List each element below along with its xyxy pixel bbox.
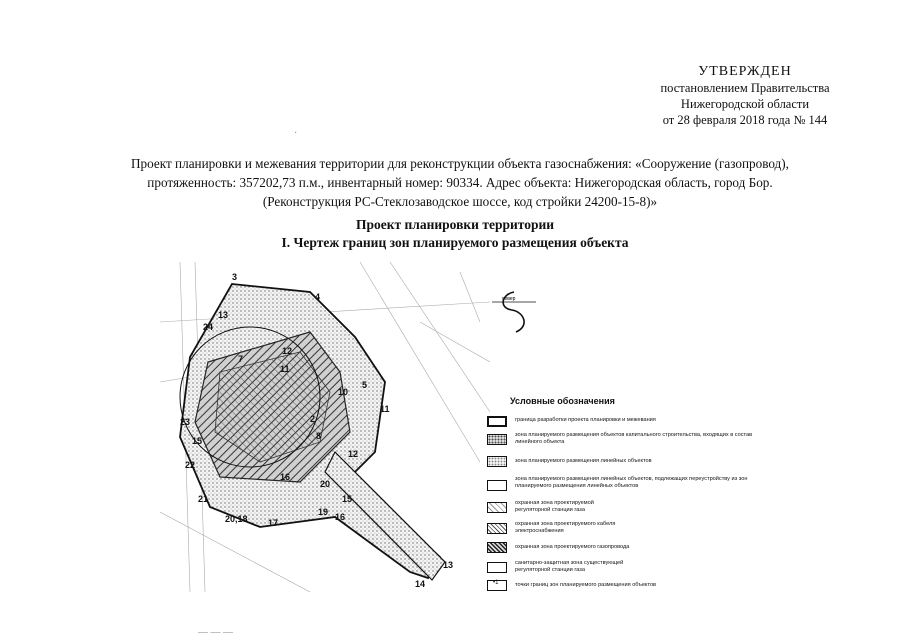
point-label: 12 [348, 449, 359, 459]
approval-block [640, 64, 850, 128]
north-arrow-icon [486, 288, 546, 336]
legend-swatch-boundary-thin [487, 562, 507, 573]
north-label: север [502, 296, 516, 302]
point-label: 2 [310, 414, 316, 424]
legend-item [485, 414, 755, 434]
legend-label: зона планируемого размещения объектов капитального строительства, входящих в состав линейного объекта [515, 432, 753, 445]
point-label: 4 [315, 292, 321, 302]
point-label: 11 [280, 364, 290, 374]
project-title-line-1: Проект планировки и межевания территории для реконструкции объекта газоснабжения: «Сооружение (газопровод), [131, 156, 789, 171]
point-label: 22 [185, 460, 196, 470]
approval-line-1: постановлением Правительства [660, 81, 830, 95]
point-label: 5 [362, 380, 368, 390]
scan-mark: · [294, 128, 298, 139]
point-label: 7 [238, 354, 244, 364]
point-label: 14 [415, 579, 426, 589]
point-label: 15 [192, 436, 203, 446]
legend-label: охранная зона проектируемого кабеля электроснабжения [515, 521, 616, 534]
point-label: 23 [180, 417, 191, 427]
legend-swatch-boundary [487, 416, 507, 427]
point-label: 21 [198, 494, 209, 504]
point-label: 16 [335, 512, 346, 522]
legend-item [485, 476, 755, 496]
point-label: 19 [318, 507, 329, 517]
legend-swatch-hatch-medium [487, 523, 507, 534]
project-title [70, 154, 850, 211]
point-label: 20 [320, 479, 331, 489]
legend-item [485, 540, 755, 560]
legend-swatch-empty [487, 480, 507, 491]
scan-mark: — — — [198, 627, 233, 638]
section-heading: Проект планировки территории [355, 217, 555, 232]
legend-item [485, 454, 755, 474]
territory-map [160, 262, 490, 592]
legend-swatch-hatch-dense [487, 542, 507, 553]
legend-label: граница разработки проекта планировки и межевания [515, 417, 656, 423]
point-label: 24 [203, 322, 214, 332]
legend-title: Условные обозначения [510, 396, 615, 406]
legend-swatch-point: •1 [487, 580, 507, 591]
legend-item [485, 498, 755, 518]
legend-label: охранная зона проектируемой регуляторной станции газа [515, 500, 594, 513]
project-title-line-3: (Реконструкция РС-Стеклозаводское шоссе, код стройки 24200-15-8)» [262, 194, 658, 209]
legend-label: точки границ зон планируемого размещения объектов [515, 582, 657, 588]
point-label: 15 [342, 494, 353, 504]
point-label: 3 [232, 272, 238, 282]
legend-label: санитарно-защитная зона существующей регуляторной станции газа [515, 560, 624, 573]
legend-item [485, 519, 755, 539]
point-label: 11 [380, 404, 390, 414]
legend-item [485, 432, 755, 452]
project-title-line-2: протяженность: 357202,73 п.м., инвентарный номер: 90334. Адрес объекта: Нижегородская область, город Бор. [147, 175, 773, 190]
legend-swatch-dots-light [487, 456, 507, 467]
legend [485, 392, 755, 592]
point-label: 17 [268, 518, 279, 528]
drawing-title: I. Чертеж границ зон планируемого размещения объекта [281, 235, 629, 250]
legend-swatch-hatch-light [487, 502, 507, 513]
legend-swatch-dots-dense [487, 434, 507, 445]
point-label: 16 [280, 472, 291, 482]
legend-item [485, 578, 755, 598]
point-label: 10 [338, 387, 349, 397]
section-headings [200, 216, 710, 252]
point-label: 13 [443, 560, 454, 570]
point-label: 12 [282, 346, 293, 356]
approval-line-2: Нижегородской области [680, 97, 810, 111]
point-label: 8 [316, 431, 322, 441]
approval-line-3: от 28 февраля 2018 года № 144 [662, 113, 828, 127]
approval-heading: УТВЕРЖДЕН [698, 64, 792, 79]
legend-label: зона планируемого размещения линейных объектов, подлежащих переустройству из зон планируемого размещения линейных объектов [515, 476, 748, 489]
point-label: 20,18 [225, 514, 248, 524]
point-label: 13 [218, 310, 229, 320]
legend-label: зона планируемого размещения линейных объектов [515, 458, 652, 464]
legend-label: охранная зона проектируемого газопровода [515, 544, 630, 550]
legend-item [485, 558, 755, 578]
